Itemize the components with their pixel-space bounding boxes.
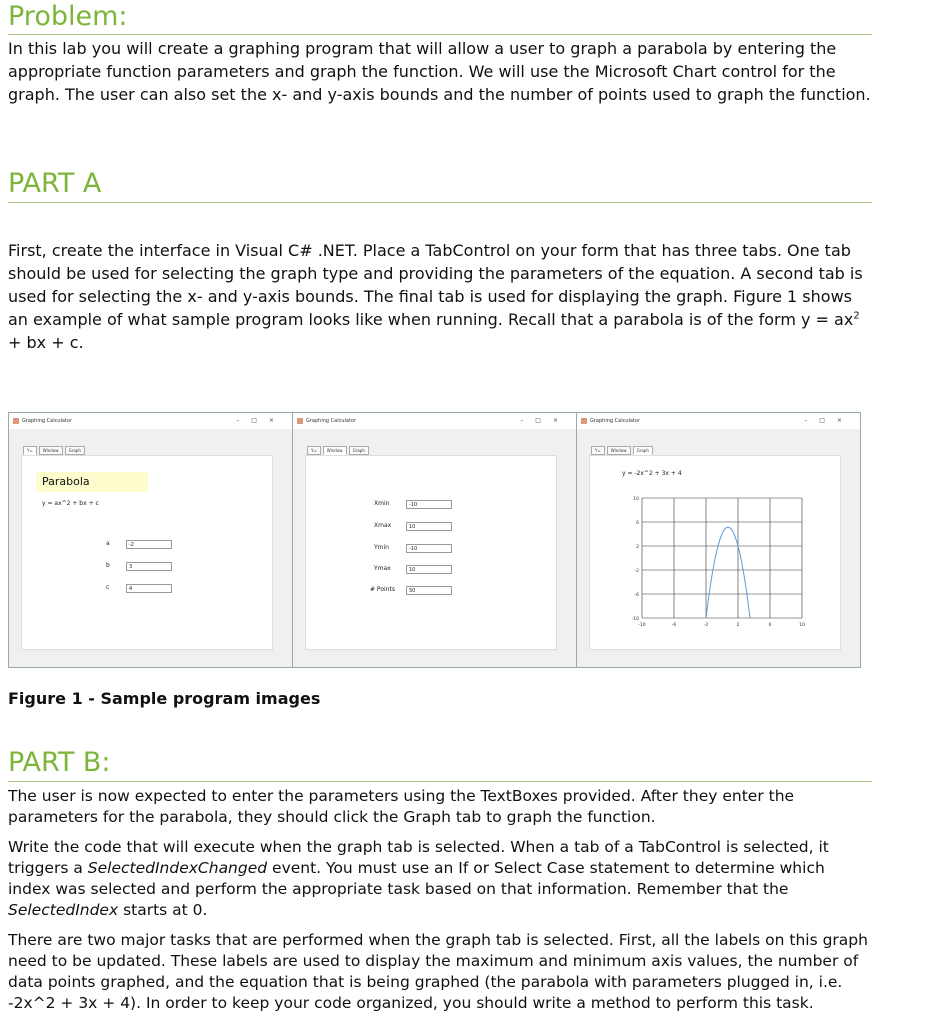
minimize-button[interactable]: – (520, 417, 536, 424)
ymax-label: Ymax (374, 565, 391, 572)
tab-panel (589, 455, 841, 650)
ymin-input[interactable]: -10 (406, 544, 452, 553)
y-tick-label: -2 (634, 569, 639, 574)
part-b-p2: Write the code that will execute when the graph tab is selected. When a tab of a TabControl is selected, it triggers a SelectedIndexChanged event. You must use an If or Select Case statement to determine which index was selected and perform the appropriate task based on that information. Remember that the SelectedIndex starts at 0. (8, 838, 829, 919)
maximize-button[interactable]: □ (819, 417, 837, 424)
problem-heading: Problem: (8, 0, 872, 35)
tab-y[interactable]: Y= (307, 446, 321, 455)
close-button[interactable]: × (268, 417, 286, 424)
graph-chart (590, 456, 840, 649)
tab-graph[interactable]: Graph (349, 446, 369, 455)
tab-strip (591, 446, 653, 455)
tab-y[interactable]: Y= (23, 446, 37, 455)
parabola-series-line (706, 527, 750, 618)
xmax-label: Xmax (374, 522, 392, 529)
xmin-label: Xmin (374, 500, 390, 507)
maximize-button[interactable]: □ (535, 417, 553, 424)
title-bar (577, 413, 860, 429)
ymax-input[interactable]: 10 (406, 565, 452, 574)
part-a-heading: PART A (8, 166, 872, 203)
part-b-p1: The user is now expected to enter the parameters using the TextBoxes provided. After they enter the parameters for the parabola, they should click the Graph tab to graph the function. (8, 787, 795, 826)
tab-y[interactable]: Y= (591, 446, 605, 455)
a-label: a (106, 540, 110, 547)
b-input[interactable]: 3 (126, 562, 172, 571)
window-title: Graphing Calculator (306, 418, 357, 424)
app-icon (581, 418, 587, 424)
window-bounds (292, 412, 577, 668)
x-tick-label: -2 (703, 623, 709, 628)
formula-label: y = ax^2 + bx + c (42, 500, 99, 507)
x-tick-label: -6 (671, 623, 677, 628)
close-button[interactable]: × (552, 417, 570, 424)
problem-text: In this lab you will create a graphing program that will allow a user to graph a parabola by entering the appropriate function parameters and graph the function. We will use the Microsoft Chart control for the graph. The user can also set the x- and y-axis bounds and the number of points used to graph the function. (8, 39, 871, 104)
part-b-body (8, 786, 872, 1014)
window-controls (520, 417, 570, 424)
part-a-text: First, create the interface in Visual C# .NET. Place a TabControl on your form that has three tabs. One tab should be used for selecting the graph type and providing the parameters of the equation. A second tab is used for selecting the x- and y-axis bounds. The final tab is used for displaying the graph. Figure 1 shows an example of what sample program looks like when running. Recall that a parabola is of the form $y = ax^2$ + bx + c. (8, 241, 863, 352)
window-parabola (8, 412, 293, 668)
ymin-label: Ymin (374, 544, 389, 551)
y-tick-label: -6 (634, 593, 639, 598)
tab-panel (305, 455, 557, 650)
tab-graph[interactable]: Graph (633, 446, 653, 455)
tab-window[interactable]: Window (607, 446, 631, 455)
equation-label: y = -2x^2 + 3x + 4 (622, 470, 682, 477)
maximize-button[interactable]: □ (251, 417, 269, 424)
b-label: b (106, 562, 110, 569)
graph-type-label: Parabola (36, 472, 148, 492)
y-tick-label: -10 (631, 617, 639, 622)
part-b-heading: PART B: (8, 745, 872, 782)
minimize-button[interactable]: – (804, 417, 820, 424)
xmax-input[interactable]: 10 (406, 522, 452, 531)
figure-caption: Figure 1 - Sample program images (8, 689, 321, 708)
tab-panel (21, 455, 273, 650)
window-graph (576, 412, 861, 668)
y-tick-label: 6 (636, 521, 639, 526)
y-tick-label: 10 (633, 497, 639, 502)
app-icon (13, 418, 19, 424)
points-label: # Points (370, 586, 395, 593)
title-bar (9, 413, 292, 429)
x-tick-label: -10 (638, 623, 646, 628)
x-tick-label: 6 (768, 623, 772, 628)
xmin-input[interactable]: -10 (406, 500, 452, 509)
c-input[interactable]: 4 (126, 584, 172, 593)
a-input[interactable]: -2 (126, 540, 172, 549)
close-button[interactable]: × (836, 417, 854, 424)
window-title: Graphing Calculator (22, 418, 73, 424)
x-tick-label: 10 (799, 623, 805, 628)
points-input[interactable]: 50 (406, 586, 452, 595)
tab-window[interactable]: Window (323, 446, 347, 455)
x-tick-label: 2 (736, 623, 740, 628)
tab-graph[interactable]: Graph (65, 446, 85, 455)
minimize-button[interactable]: – (236, 417, 252, 424)
part-b-p3: There are two major tasks that are performed when the graph tab is selected. First, all the labels on this graph need to be updated. These labels are used to display the maximum and minimum axis values, the number of data points graphed, and the equation that is being graphed (the parabola with parameters plugged in, i.e. -2x^2 + 3x + 4). In order to keep your code organized, you should write a method to perform this task. (8, 931, 868, 1012)
c-label: c (106, 584, 110, 591)
window-controls (236, 417, 286, 424)
app-icon (297, 418, 303, 424)
window-title: Graphing Calculator (590, 418, 641, 424)
tab-strip (23, 446, 85, 455)
window-controls (804, 417, 854, 424)
tab-strip (307, 446, 369, 455)
y-tick-label: 2 (636, 545, 639, 550)
tab-window[interactable]: Window (39, 446, 63, 455)
title-bar (293, 413, 576, 429)
